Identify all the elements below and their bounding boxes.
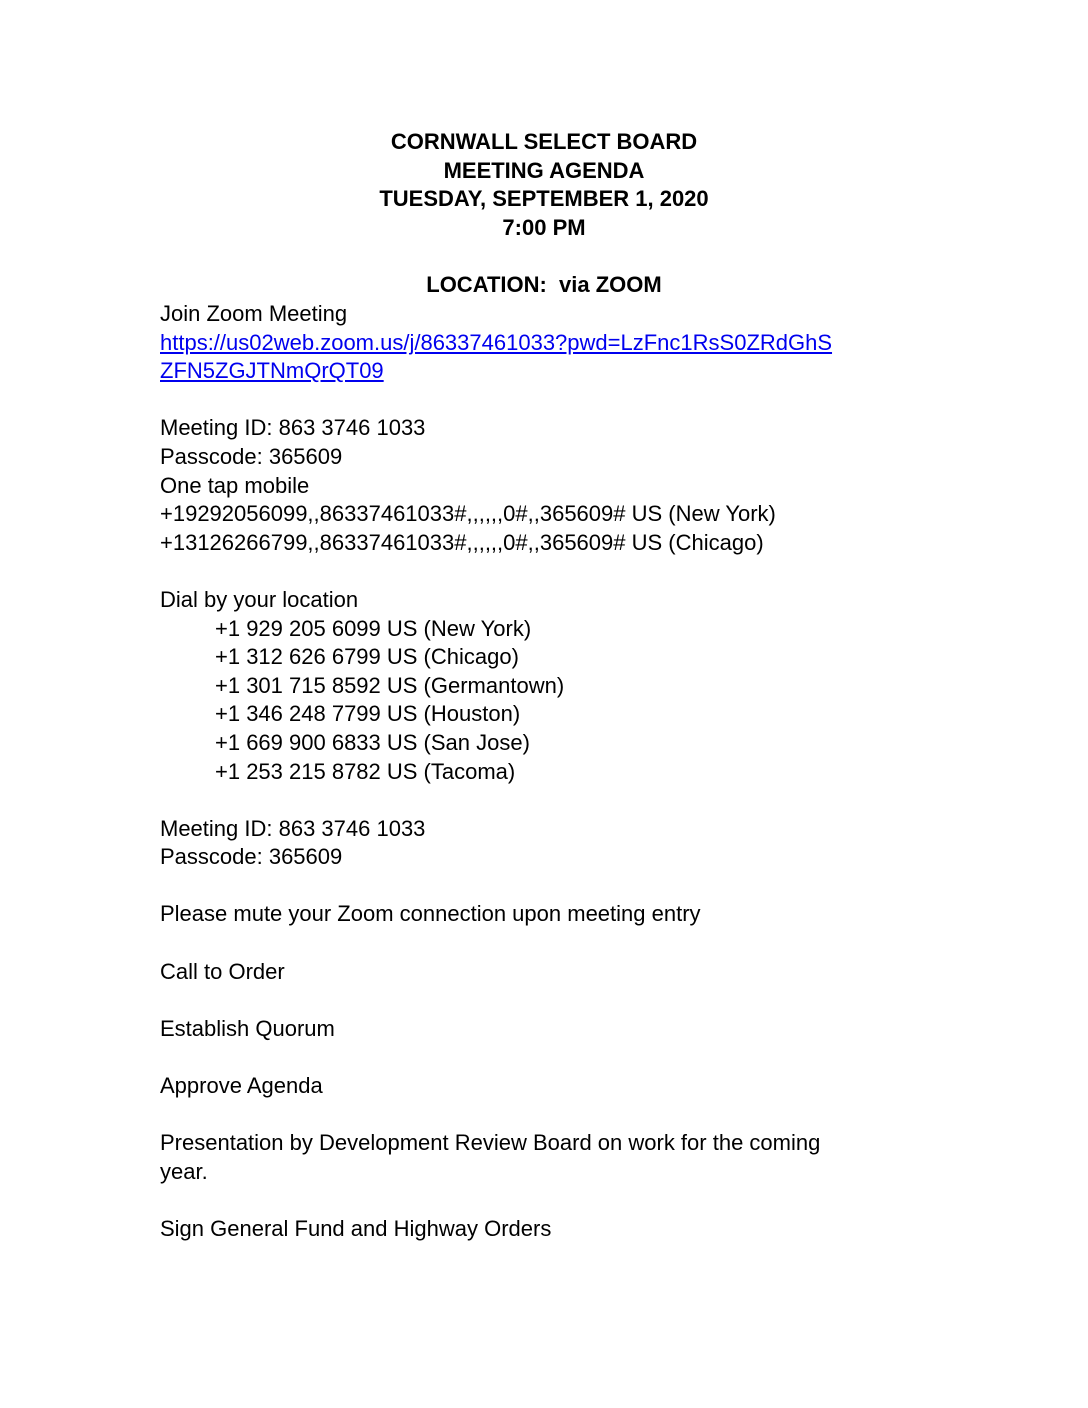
dial-number-houston: +1 346 248 7799 US (Houston) bbox=[215, 701, 521, 727]
spacer bbox=[160, 872, 940, 901]
zoom-details bbox=[160, 300, 940, 1244]
agenda-item-presentation: Presentation by Development Review Board on work for the coming bbox=[160, 1130, 821, 1156]
org-title: CORNWALL SELECT BOARD bbox=[390, 129, 698, 154]
mute-note: Please mute your Zoom connection upon meeting entry bbox=[160, 901, 701, 927]
location-heading: LOCATION: via ZOOM bbox=[426, 272, 662, 297]
spacer bbox=[160, 386, 940, 415]
one-tap-new-york: +19292056099,,86337461033#,,,,,,0#,,365609# US (New York) bbox=[160, 501, 776, 527]
spacer bbox=[160, 1186, 940, 1215]
dial-number-new-york: +1 929 205 6099 US (New York) bbox=[215, 615, 532, 641]
spacer bbox=[160, 986, 940, 1015]
location-heading-block bbox=[0, 271, 1088, 300]
agenda-item-presentation-cont: year. bbox=[160, 1158, 208, 1184]
spacer bbox=[160, 786, 940, 815]
dial-label: Dial by your location bbox=[160, 586, 359, 612]
agenda-item-establish-quorum: Establish Quorum bbox=[160, 1015, 335, 1041]
dial-number-san-jose: +1 669 900 6833 US (San Jose) bbox=[215, 729, 530, 755]
agenda-item-sign-orders: Sign General Fund and Highway Orders bbox=[160, 1216, 552, 1241]
join-zoom-label: Join Zoom Meeting bbox=[160, 301, 348, 326]
agenda-header bbox=[0, 128, 1088, 242]
spacer bbox=[160, 1043, 940, 1072]
dial-number-chicago: +1 312 626 6799 US (Chicago) bbox=[215, 644, 519, 670]
document-type: MEETING AGENDA bbox=[443, 157, 645, 183]
meeting-time: 7:00 PM bbox=[502, 214, 586, 240]
passcode: Passcode: 365609 bbox=[160, 443, 343, 469]
agenda-item-approve-agenda: Approve Agenda bbox=[160, 1073, 323, 1099]
dial-number-tacoma: +1 253 215 8782 US (Tacoma) bbox=[215, 758, 516, 784]
spacer bbox=[160, 929, 940, 958]
meeting-id: Meeting ID: 863 3746 1033 bbox=[160, 415, 426, 441]
zoom-link-part1[interactable]: https://us02web.zoom.us/j/86337461033?pwd=LzFnc1RsS0ZRdGhS bbox=[160, 329, 833, 355]
meeting-id-repeat: Meeting ID: 863 3746 1033 bbox=[160, 815, 426, 841]
one-tap-chicago: +13126266799,,86337461033#,,,,,,0#,,365609# US (Chicago) bbox=[160, 529, 764, 555]
passcode-repeat: Passcode: 365609 bbox=[160, 844, 343, 870]
zoom-link-part2[interactable]: ZFN5ZGJTNmQrQT09 bbox=[160, 358, 384, 384]
spacer bbox=[160, 1101, 940, 1130]
one-tap-label: One tap mobile bbox=[160, 472, 310, 498]
spacer bbox=[160, 557, 940, 586]
agenda-item-call-to-order: Call to Order bbox=[160, 958, 285, 984]
dial-number-germantown: +1 301 715 8592 US (Germantown) bbox=[215, 672, 565, 698]
meeting-date: TUESDAY, SEPTEMBER 1, 2020 bbox=[379, 186, 709, 212]
